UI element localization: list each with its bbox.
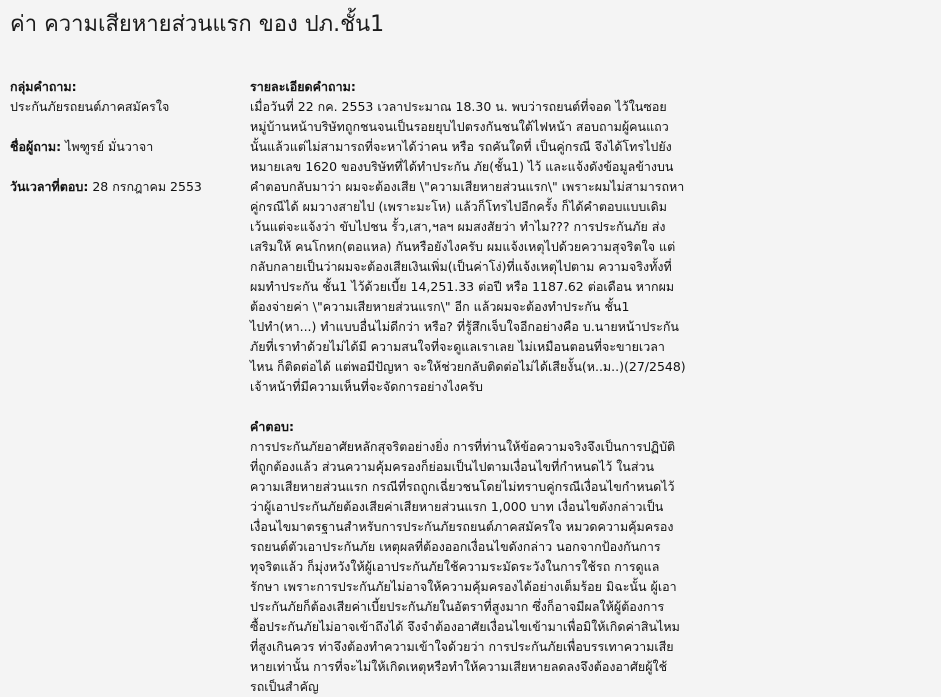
question-body bbox=[250, 97, 690, 397]
category-label: กลุ่มคำถาม: bbox=[10, 79, 77, 94]
question-line: นั้นแล้วแต่ไม่สามารถที่จะหาได้ว่าคน หรือ รถคันใดที่ เป็นคู่กรณี จึงได้โทรไปยัง bbox=[250, 139, 672, 154]
question-line: ไปทำ(หา...) ทำแบบอื่นไม่ดีกว่า หรือ? ที่รู้สึกเจ็บใจอีกอย่างคือ บ.นายหน้าประกัน bbox=[250, 319, 679, 334]
question-line: เสริมให้ คนโกหก(ตอแหล) กันหรือยังไงครับ ผมแจ้งเหตุไปด้วยความสุจริตใจ แต่ bbox=[250, 239, 676, 254]
answer-line: หายเท่านั้น การที่จะไม่ให้เกิดเหตุหรือทำให้ความเสียหายลดลงจึงต้องอาศัยผู้ใช้ bbox=[250, 659, 668, 674]
question-line: หมู่บ้านหน้าบริษัทถูกชนจนเป็นรอยยุบไปตรงกันชนใต้ไฟหน้า สอบถามผู้คนแถว bbox=[250, 119, 669, 134]
answer-line: ที่สูงเกินควร ท่าจึงต้องทำความเข้าใจด้วยว่า การประกันภัยเพื่อบรรเทาความเสีย bbox=[250, 639, 674, 654]
question-line: ต้องจ่ายค่า \"ความเสียหายส่วนแรก\" อีก แล้วผมจะต้องทำประกัน ชั้น1 bbox=[250, 299, 630, 314]
question-line: คำตอบกลับมาว่า ผมจะต้องเสีย \"ความเสียหายส่วนแรก\" เพราะผมไม่สามารถหา bbox=[250, 179, 685, 194]
answer-line: เงื่อนไขมาตรฐานสำหรับการประกันภัยรถยนต์ภาคสมัครใจ หมวดความคุ้มครอง bbox=[250, 519, 674, 534]
question-label: รายละเอียดคำถาม: bbox=[250, 79, 356, 94]
answered-date-section bbox=[10, 177, 242, 197]
question-line: กลับกลายเป็นว่าผมจะต้องเสียเงินเพิ่ม(เป็นค่าโง่)ที่แจ้งเหตุไปตาม ความจริงทั้งที่ bbox=[250, 259, 672, 274]
answered-date-value: 28 กรกฎาคม 2553 bbox=[88, 179, 202, 194]
question-line: เจ้าหน้าที่มีความเห็นที่จะจัดการอย่างไงครับ bbox=[250, 379, 483, 394]
answer-line: รถยนต์ตัวเอาประกันภัย เหตุผลที่ต้องออกเงื่อนไขดังกล่าว นอกจากป้องกันการ bbox=[250, 539, 661, 554]
asker-section bbox=[10, 137, 242, 157]
asker-label: ชื่อผู้ถาม: bbox=[10, 139, 62, 154]
question-line: ไหน ก็ติดต่อได้ แต่พอมีปัญหา จะให้ช่วยกลับติดต่อไม่ได้เสียงั้น(ห..ม..)(27/2548) bbox=[250, 359, 686, 374]
answer-line: การประกันภัยอาศัยหลักสุจริตอย่างยิ่ง การที่ท่านให้ข้อความจริงจึงเป็นการปฏิบัติ bbox=[250, 439, 676, 454]
category-value: ประกันภัยรถยนต์ภาคสมัครใจ bbox=[10, 99, 170, 114]
answer-line: ซื้อประกันภัยไม่อาจเข้าถึงได้ จึงจำต้องอาศัยเงื่อนไขเข้ามาเพื่อมิให้เกิดค่าสินไหม bbox=[250, 619, 680, 634]
question-line: คู่กรณีได้ ผมวางสายไป (เพราะมะโห) แล้วก็โทรไปอีกครั้ง ก็ได้คำตอบแบบเดิม bbox=[250, 199, 667, 214]
answer-line: ที่ถูกต้องแล้ว ส่วนความคุ้มครองก็ย่อมเป็นไปตามเงื่อนไขที่กำหนดไว้ ในส่วน bbox=[250, 459, 655, 474]
answer-line: ความเสียหายส่วนแรก กรณีที่รถถูกเฉี่ยวชนโดยไม่ทราบคู่กรณีเงื่อนไขกำหนดไว้ bbox=[250, 479, 675, 494]
question-line: เว้นแต่จะแจ้งว่า ขับไปชน รั้ว,เสา,ฯลฯ ผมสงสัยว่า ทำไม??? การประกันภัย ส่ง bbox=[250, 219, 666, 234]
answer-line: ประกันภัยก็ต้องเสียค่าเบี้ยประกันภัยในอัตราที่สูงมาก ซึ่งก็อาจมีผลให้ผู้ต้องการ bbox=[250, 599, 665, 614]
question-line: ภัยที่เราทำด้วยไม่ได้มี ความสนใจที่จะดูแลเราเลย ไม่เหมือนตอนที่จะขายเวลา bbox=[250, 339, 665, 354]
question-line: หมายเลข 1620 ของบริษัทที่ได้ทำประกัน ภัย(ชั้น1) ไว้ และแจ้งดังข้อมูลข้างบน bbox=[250, 159, 674, 174]
answered-date-label: วันเวลาที่ตอบ: bbox=[10, 179, 89, 194]
answer-line: ว่าผู้เอาประกันภัยต้องเสียค่าเสียหายส่วนแรก 1,000 บาท เงื่อนไขดังกล่าวเป็น bbox=[250, 499, 664, 514]
answer-line: รักษา เพราะการประกันภัยไม่อาจให้ความคุ้มครองได้อย่างเต็มร้อย มิฉะนั้น ผู้เอา bbox=[250, 579, 677, 594]
page-title: ค่า ความเสียหายส่วนแรก ของ ปภ.ชั้น1 bbox=[10, 12, 385, 37]
question-answer-content bbox=[250, 77, 690, 697]
answer-body bbox=[250, 437, 690, 697]
question-meta bbox=[10, 77, 242, 197]
answer-label: คำตอบ: bbox=[250, 419, 294, 434]
question-line: เมื่อวันที่ 22 กค. 2553 เวลาประมาณ 18.30 น. พบว่ารถยนต์ที่จอด ไว้ในซอย bbox=[250, 99, 667, 114]
category-section bbox=[10, 77, 242, 117]
answer-line: รถเป็นสำคัญ bbox=[250, 679, 319, 694]
asker-value: ไพฑูรย์ มั่นวาจา bbox=[61, 139, 154, 154]
question-line: ผมทำประกัน ชั้น1 ไว้ด้วยเบี้ย 14,251.33 ต่อปี หรือ 1187.62 ต่อเดือน หากผม bbox=[250, 279, 675, 294]
answer-line: ทุจริตแล้ว ก็มุ่งหวังให้ผู้เอาประกันภัยใช้ความระมัดระวังในการใช้รถ การดูแล bbox=[250, 559, 660, 574]
